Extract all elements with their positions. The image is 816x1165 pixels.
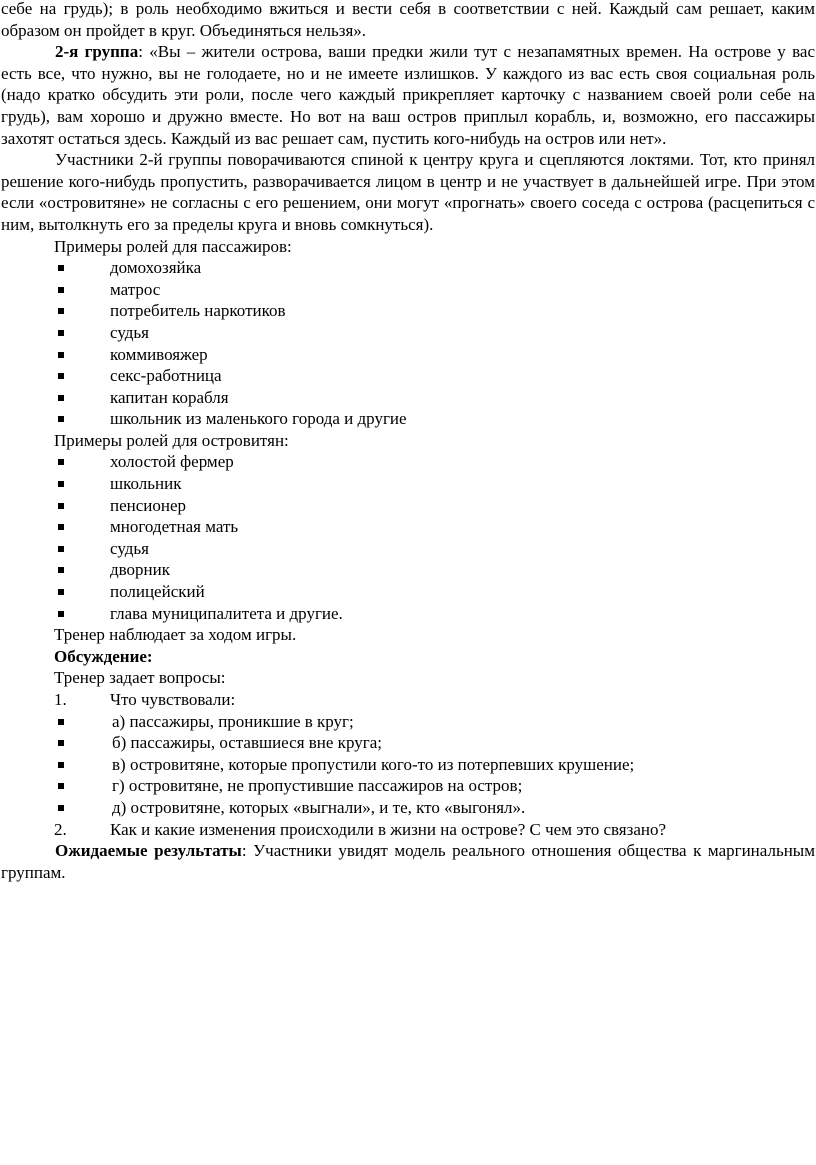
question-1-sublist: [0, 711, 816, 819]
question-number: 1.: [54, 690, 67, 709]
results-title: Ожидаемые результаты: [55, 841, 242, 861]
list-item: дворник: [0, 559, 816, 581]
group2-paragraph: [0, 41, 815, 149]
list-item: полицейский: [0, 581, 816, 603]
square-bullet-icon: [58, 308, 64, 314]
square-bullet-icon: [58, 611, 64, 617]
list-item: коммивояжер: [0, 344, 816, 366]
square-bullet-icon: [58, 524, 64, 530]
list-item: глава муниципалитета и другие.: [0, 603, 816, 625]
square-bullet-icon: [58, 459, 64, 465]
islander-roles-list: [0, 451, 816, 624]
square-bullet-icon: [58, 481, 64, 487]
islanders-heading: Примеры ролей для островитян:: [54, 430, 289, 450]
square-bullet-icon: [58, 287, 64, 293]
square-bullet-icon: [58, 740, 64, 746]
list-item: многодетная мать: [0, 516, 816, 538]
group2-text: : «Вы – жители острова, ваши предки жили тут с незапамятных времен. На острове у вас есть все, что нужно, вы не голодаете, но и не имеете излишков. У каждого из вас есть своя социальная роль (надо кратко обсудить эти роли, после чего каждый прикрепляет карточку с названием своей роли себе на грудь), вам хорошо и дружно вместе. Но вот на ваш остров приплыл корабль, и, возможно, его пассажиры захотят остаться здесь. Каждый из вас решает сам, пустить кого-нибудь на остров или нет».: [1, 42, 815, 148]
square-bullet-icon: [58, 719, 64, 725]
question-1: 1. Что чувствовали:: [54, 690, 236, 709]
list-item: секс-работница: [0, 365, 816, 387]
results-paragraph: [0, 840, 815, 883]
list-item: домохозяйка: [0, 257, 816, 279]
results-text: : Участники увидят модель реального отношения общества к маргинальным группам.: [1, 841, 815, 882]
discussion-intro: Тренер задает вопросы:: [54, 668, 226, 688]
list-item: капитан корабля: [0, 387, 816, 409]
square-bullet-icon: [58, 805, 64, 811]
passengers-heading: Примеры ролей для пассажиров:: [54, 236, 292, 256]
list-item: потребитель наркотиков: [0, 300, 816, 322]
passenger-roles-list: [0, 257, 816, 430]
square-bullet-icon: [58, 352, 64, 358]
list-item: пенсионер: [0, 495, 816, 517]
square-bullet-icon: [58, 762, 64, 768]
list-item: судья: [0, 538, 816, 560]
square-bullet-icon: [58, 416, 64, 422]
square-bullet-icon: [58, 783, 64, 789]
square-bullet-icon: [58, 330, 64, 336]
list-item: г) островитяне, не пропустившие пассажиров на остров;: [0, 775, 816, 797]
list-item: судья: [0, 322, 816, 344]
square-bullet-icon: [58, 546, 64, 552]
list-item: а) пассажиры, проникшие в круг;: [0, 711, 816, 733]
group2-title: 2-я группа: [55, 42, 139, 62]
list-item: д) островитяне, которых «выгнали», и те, кто «выгонял».: [0, 797, 816, 819]
list-item: б) пассажиры, оставшиеся вне круга;: [0, 732, 816, 754]
square-bullet-icon: [58, 589, 64, 595]
discussion-title: Обсуждение:: [54, 646, 153, 666]
list-item: матрос: [0, 279, 816, 301]
list-item: в) островитяне, которые пропустили кого-то из потерпевших крушение;: [0, 754, 816, 776]
question-2: 2. Как и какие изменения происходили в жизни на острове? С чем это связано?: [54, 819, 667, 839]
square-bullet-icon: [58, 395, 64, 401]
intro-paragraph: себе на грудь); в роль необходимо вжиться и вести себя в соответствии с ней. Каждый сам решает, каким образом он пройдет в круг. Объединяться нельзя».: [1, 0, 815, 40]
list-item: школьник: [0, 473, 816, 495]
rules-paragraph: Участники 2-й группы поворачиваются спиной к центру круга и сцепляются локтями. Тот, кто принял решение кого-нибудь пропустить, разворачивается лицом в центр и не участвует в дальнейшей игре. При этом если «островитяне» не согласны с его решением, они могут «прогнать» своего соседа с острова (расцепиться с ним, вытолкнуть его за пределы круга и вновь сомкнуться).: [1, 150, 815, 234]
square-bullet-icon: [58, 567, 64, 573]
list-item: холостой фермер: [0, 451, 816, 473]
square-bullet-icon: [58, 265, 64, 271]
list-item: школьник из маленького города и другие: [0, 408, 816, 430]
square-bullet-icon: [58, 373, 64, 379]
square-bullet-icon: [58, 503, 64, 509]
trainer-note: Тренер наблюдает за ходом игры.: [54, 625, 297, 645]
question-number: 2.: [54, 819, 67, 839]
